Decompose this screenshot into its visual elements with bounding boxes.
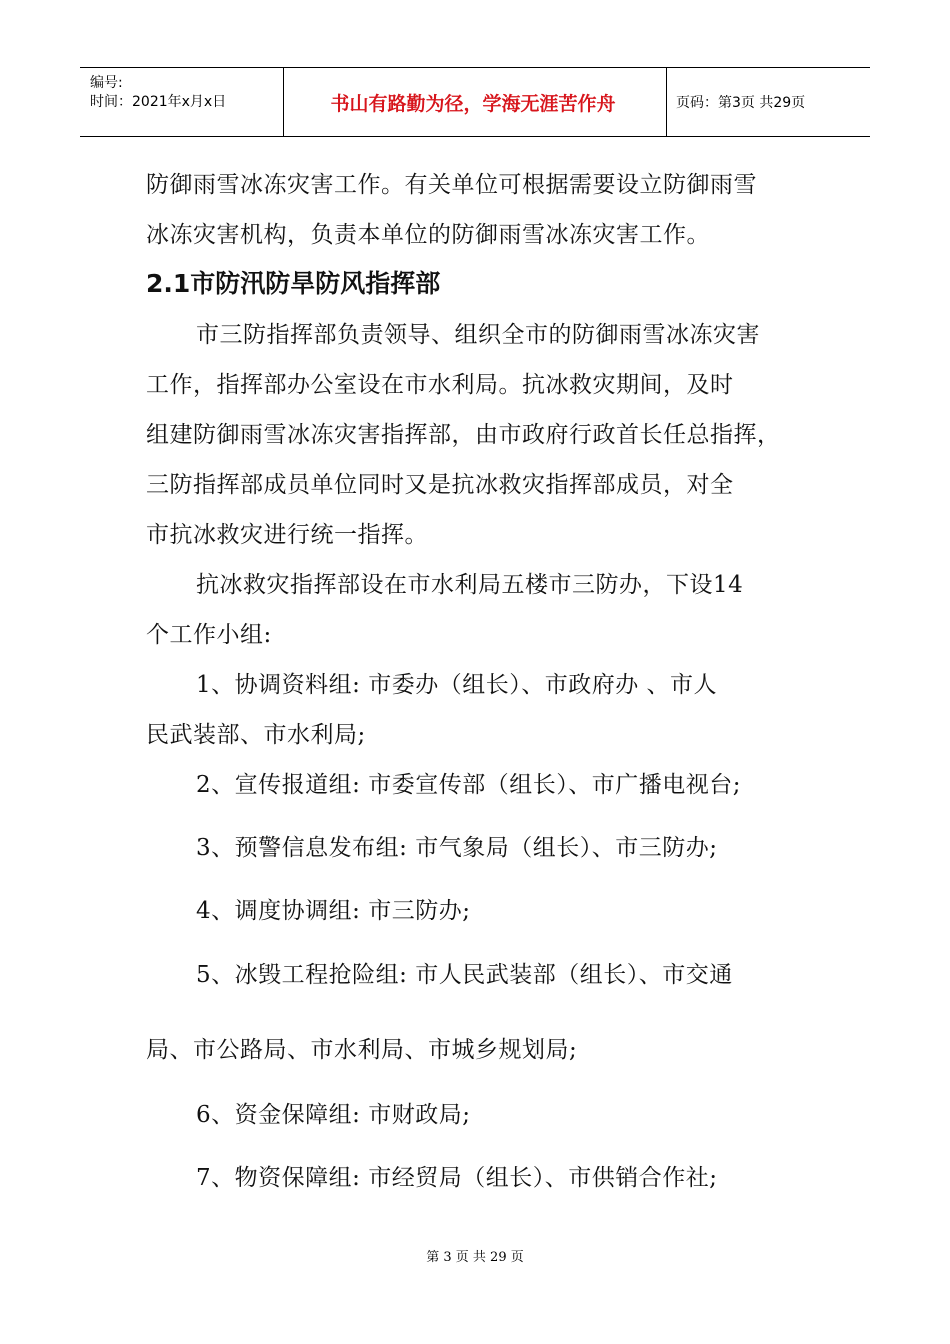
list-item-continuation: 民武装部、市水利局; [146, 722, 366, 748]
list-item: 4、调度协调组: 市三防办; [196, 898, 471, 924]
paragraph-line: 抗冰救灾指挥部设在市水利局五楼市三防办，下设14 [196, 572, 744, 598]
section-heading: 2.1市防汛防旱防风指挥部 [146, 269, 441, 298]
list-item: 3、预警信息发布组: 市气象局（组长）、市三防办; [196, 835, 718, 861]
list-item: 7、物资保障组: 市经贸局（组长）、市供销合作社; [196, 1165, 718, 1191]
paragraph-line: 三防指挥部成员单位同时又是抗冰救灾指挥部成员，对全 [146, 472, 734, 498]
paragraph-line: 市三防指挥部负责领导、组织全市的防御雨雪冰冻灾害 [196, 322, 760, 348]
header-meta [90, 74, 226, 112]
list-item: 2、宣传报道组: 市委宣传部（组长）、市广播电视台; [196, 772, 741, 798]
list-item: 1、协调资料组: 市委办（组长）、市政府办 、市人 [196, 672, 718, 698]
header-motto: 书山有路勤为径，学海无涯苦作舟 [330, 92, 616, 115]
page-footer: 第 3 页 共 29 页 [426, 1250, 524, 1265]
list-item-continuation: 局、市公路局、市水利局、市城乡规划局; [146, 1037, 578, 1063]
header-page-info: 页码：第3页 共29页 [676, 95, 806, 111]
paragraph-line: 市抗冰救灾进行统一指挥。 [146, 522, 428, 548]
intro-line: 冰冻灾害机构，负责本单位的防御雨雪冰冻灾害工作。 [146, 222, 710, 248]
document-time-label: 时间：2021年x月x日 [90, 94, 227, 110]
paragraph-line: 组建防御雨雪冰冻灾害指挥部，由市政府行政首长任总指挥， [146, 422, 781, 448]
paragraph-line: 个工作小组: [146, 622, 272, 648]
list-item: 5、冰毁工程抢险组: 市人民武装部（组长）、市交通 [196, 962, 733, 988]
page-header [80, 67, 870, 137]
list-item: 6、资金保障组: 市财政局; [196, 1102, 471, 1128]
intro-line: 防御雨雪冰冻灾害工作。有关单位可根据需要设立防御雨雪 [146, 172, 757, 198]
document-number-label: 编号: [90, 75, 123, 91]
paragraph-line: 工作，指挥部办公室设在市水利局。抗冰救灾期间，及时 [146, 372, 734, 398]
